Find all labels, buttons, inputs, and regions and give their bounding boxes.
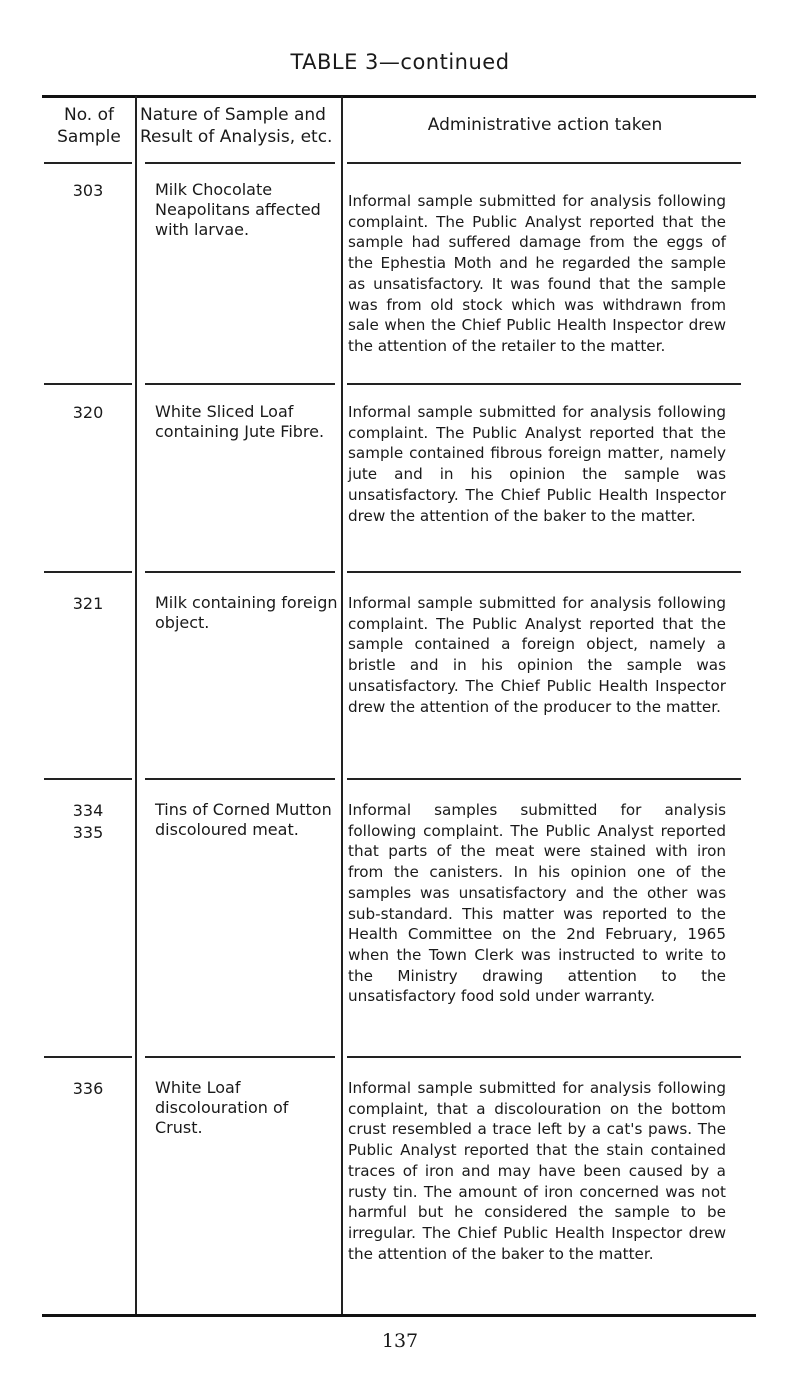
row-separator bbox=[44, 571, 132, 573]
bottom-rule bbox=[42, 1314, 756, 1317]
sample-nature: White Sliced Loaf containing Jute Fibre. bbox=[155, 402, 325, 441]
sample-number: 336 bbox=[72, 1079, 104, 1098]
row-separator bbox=[347, 1056, 741, 1058]
page-title: TABLE 3—continued bbox=[290, 50, 510, 74]
row-separator bbox=[347, 383, 741, 385]
row-separator bbox=[44, 1056, 132, 1058]
row-separator bbox=[347, 571, 741, 573]
row-separator bbox=[145, 571, 335, 573]
sample-number: 303 bbox=[72, 181, 104, 200]
row-separator bbox=[145, 1056, 335, 1058]
page-number: 137 bbox=[381, 1330, 419, 1352]
sample-number: 320 bbox=[72, 403, 104, 422]
row-separator bbox=[44, 383, 132, 385]
header-action: Administrative action taken bbox=[427, 115, 663, 135]
row-separator bbox=[145, 383, 335, 385]
row-separator bbox=[145, 778, 335, 780]
sample-nature: Tins of Corned Mutton discoloured meat. bbox=[155, 800, 332, 839]
column-divider bbox=[135, 96, 137, 1316]
row-separator bbox=[347, 778, 741, 780]
sample-nature: Milk containing foreign object. bbox=[155, 593, 338, 632]
row-separator bbox=[44, 162, 132, 164]
row-separator bbox=[347, 162, 741, 164]
sample-nature: White Loaf discolouration of Crust. bbox=[155, 1078, 289, 1137]
administrative-action: Informal sample submitted for analysis following complaint, that a discolouration on the bottom crust resembled a trace left by a cat's paws. The Public Analyst reported that the stain contained traces of iron and may have been caused by a rusty tin. The amount of iron concerned was not harmful but he considered the sample to be irregular. The Chief Public Health Inspector drew the attention of the baker to the matter. bbox=[348, 1079, 726, 1263]
administrative-action: Informal sample submitted for analysis following complaint. The Public Analyst reported that the sample contained fibrous foreign matter, namely jute and in his opinion the sample was unsatisfactory. The Chief Public Health Inspector drew the attention of the baker to the matter. bbox=[348, 403, 726, 525]
header-nature: Nature of Sample and Result of Analysis, etc. bbox=[140, 105, 333, 147]
row-separator bbox=[44, 778, 132, 780]
column-divider bbox=[341, 96, 343, 1316]
top-rule bbox=[42, 95, 756, 98]
row-separator bbox=[145, 162, 335, 164]
administrative-action: Informal samples submitted for analysis following complaint. The Public Analyst reported that parts of the meat were stained with iron from the canisters. In his opinion one of the samples was unsatisfactory and the other was sub-standard. This matter was reported to the Health Committee on the 2nd February, 1965 when the Town Clerk was instructed to write to the Ministry drawing attention to the unsatisfactory food sold under warranty. bbox=[348, 801, 726, 1006]
header-sample-no: No. of Sample bbox=[57, 105, 121, 147]
administrative-action: Informal sample submitted for analysis following complaint. The Public Analyst reported that the sample contained a foreign object, namely a bristle and in his opinion the sample was unsatisfactory. The Chief Public Health Inspector drew the attention of the producer to the matter. bbox=[348, 594, 726, 716]
sample-number: 334 335 bbox=[72, 801, 104, 842]
administrative-action: Informal sample submitted for analysis following complaint. The Public Analyst reported that the sample had suffered damage from the eggs of the Ephestia Moth and he regarded the sample as unsatisfactory. It was found that the sample was from old stock which was withdrawn from sale when the Chief Public Health Inspector drew the attention of the retailer to the matter. bbox=[348, 192, 726, 355]
sample-nature: Milk Chocolate Neapolitans affected with larvae. bbox=[155, 180, 321, 239]
sample-number: 321 bbox=[72, 594, 104, 613]
